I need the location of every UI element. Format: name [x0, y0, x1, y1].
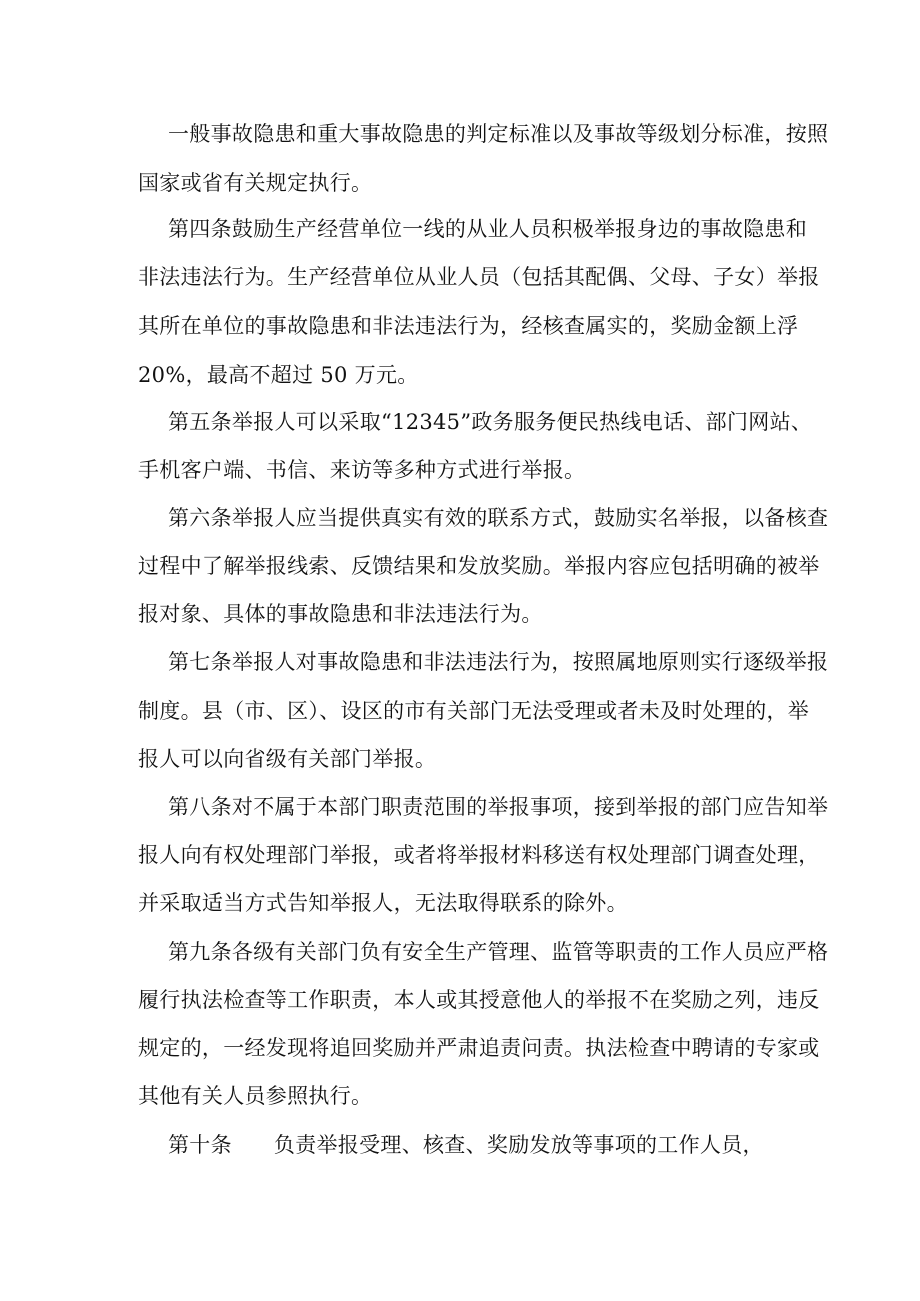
article-9-line-2: 履行执法检查等工作职责，本人或其授意他人的举报不在奖励之列，违反: [138, 988, 820, 1012]
article-8-line-1: 第八条对不属于本部门职责范围的举报事项，接到举报的部门应告知举: [168, 795, 829, 819]
paragraph-1-line-1: 一般事故隐患和重大事故隐患的判定标准以及事故等级划分标准，按照: [168, 122, 829, 146]
article-10-text: 负责举报受理、核查、奖励发放等事项的工作人员，: [273, 1133, 764, 1157]
article-7-line-1: 第七条举报人对事故隐患和非法违法行为，按照属地原则实行逐级举报: [168, 650, 829, 674]
article-6-line-2: 过程中了解举报线索、反馈结果和发放奖励。举报内容应包括明确的被举: [138, 554, 820, 578]
article-4-line-3: 其所在单位的事故隐患和非法违法行为，经核查属实的，奖励金额上浮: [138, 314, 799, 338]
article-6-line-1: 第六条举报人应当提供真实有效的联系方式，鼓励实名举报，以备核查: [168, 506, 829, 530]
article-8-line-2: 报人向有权处理部门举报，或者将举报材料移送有权处理部门调查处理，: [138, 843, 820, 867]
article-5-line-2: 手机客户端、书信、来访等多种方式进行举报。: [138, 458, 586, 482]
article-4-line-1: 第四条鼓励生产经营单位一线的从业人员积极举报身边的事故隐患和: [168, 217, 807, 241]
article-8-line-3: 并采取适当方式告知举报人，无法取得联系的除外。: [138, 891, 628, 915]
article-10-line-1: [168, 1131, 764, 1159]
article-4-line-4: 20%，最高不超过 50 万元。: [138, 363, 419, 387]
article-9-line-1: 第九条各级有关部门负有安全生产管理、监管等职责的工作人员应严格: [168, 940, 829, 964]
article-4-line-2: 非法违法行为。生产经营单位从业人员（包括其配偶、父母、子女）举报: [138, 265, 820, 289]
article-6-line-3: 报对象、具体的事故隐患和非法违法行为。: [138, 602, 543, 626]
article-7-line-2: 制度。县（市、区）、设区的市有关部门无法受理或者未及时处理的，举: [138, 699, 810, 723]
article-7-line-3: 报人可以向省级有关部门举报。: [138, 747, 437, 771]
article-10-number: 第十条: [168, 1133, 232, 1157]
article-5-line-1: 第五条举报人可以采取“12345”政务服务便民热线电话、部门网站、: [168, 410, 813, 434]
article-9-line-4: 其他有关人员参照执行。: [138, 1084, 373, 1108]
article-9-line-3: 规定的，一经发现将追回奖励并严肃追责问责。执法检查中聘请的专家或: [138, 1036, 820, 1060]
paragraph-1-line-2: 国家或省有关规定执行。: [138, 171, 373, 195]
